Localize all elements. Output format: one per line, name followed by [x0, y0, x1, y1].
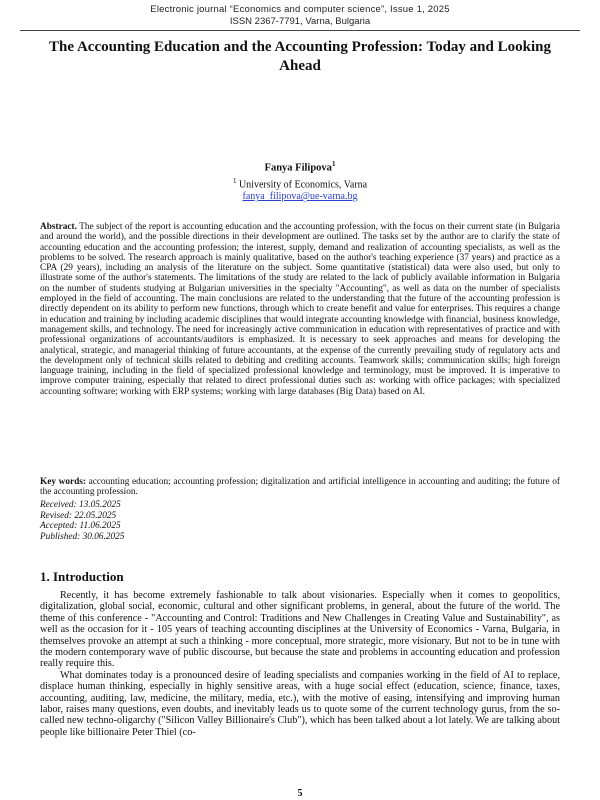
issn-line: ISSN 2367-7791, Varna, Bulgaria: [229, 16, 371, 27]
author: [0, 160, 600, 174]
keywords-label: Key words:: [40, 477, 86, 487]
header-rule: [20, 30, 580, 31]
affiliation: [0, 175, 600, 203]
author-sup: 1: [331, 160, 336, 168]
affiliation-text: University of Economics, Varna: [236, 179, 368, 191]
keywords: [40, 477, 560, 498]
keywords-text: accounting education; accounting profession; digitalization and artificial intelligence in accounting and auditing; the future of the accounting profession.: [40, 477, 560, 498]
introduction-body: [40, 590, 560, 738]
section-heading: 1. Introduction: [40, 569, 124, 584]
date-revised: Revised: 22.05.2025: [40, 510, 117, 521]
journal-line: Electronic journal “Economics and computer science”, Issue 1, 2025: [150, 4, 450, 15]
running-header: [0, 4, 600, 28]
article-dates: [40, 500, 124, 542]
author-email-link[interactable]: fanya_filipova@ue-varna.bg: [242, 191, 358, 203]
abstract-label: Abstract.: [40, 222, 77, 232]
date-published: Published: 30.06.2025: [40, 531, 125, 542]
paragraph: Recently, it has become extremely fashionable to talk about visionaries. Especially when it comes to geopolitics, digitalization, global social, economic, cultural and other significant problems, in general, about the future of the world. The theme of this conference - "Accounting and Control: Traditions and New Challenges in Creating Value and Sustainability", as well as the occasion for it - 105 years of teaching accounting disciplines at the University of Economics - Varna, Bulgaria, in themselves provoke an attempt at such a thinking - more conceptual, more strategic, more visionary. But not to be in tune with the modern contemporary wave of public discourse, but because the state and problems in accounting education and profession really require this.: [40, 590, 560, 670]
page-number: 5: [297, 788, 303, 799]
author-name: Fanya Filipova: [264, 162, 332, 174]
affiliation-sup: 1: [232, 177, 237, 185]
abstract-text: The subject of the report is accounting education and the accounting profession, with the focus on their current state (in Bulgaria and around the world), and the possible directions in their development are outlined. The tasks set by the author are to clarify the state of accounting education and the accounting profession; the interest, supply, demand and realization of accounting specialists, as well as the problems to be solved. The research approach is mainly qualitative, based on the author's teaching experience (37 years) and practice as a CPA (29 years), including an analysis of the literature on the subject. Some quantitative (statistical) data were also used, but only to illustrate some of the author's statements. The limitations of the study are related to the lack of publicly available information in Bulgaria on the number of students studying at Bulgarian universities in the specialty "Accounting", as well as data on the number of specialists employed in the field of accounting. The main conclusions are related to the understanding that the future of the accounting profession is directly dependent on its ability to perform new functions, through which to create benefit and value for enterprises. This requires a change in education and training by including academic disciplines that would integrate accounting knowledge with financial, business knowledge, management skills, and technology. The need for increasingly active communication in education with representatives of practice and with professional organizations of accountants/auditors is emphasized. It is necessary to seek approaches and means for developing the analytical, strategic, and managerial thinking of future accountants, at the expense of the currently prevailing study of regulatory acts and the development only of technical skills related to debiting and crediting accounts. Teamwork skills; communication skills; high foreign language training, including in the field of specialized professional knowledge and terminology, must be improved. It is imperative to improve computer training, especially that related to direct professional duties such as: working with office packages; with specialized accounting software; working with ERP systems; working with large databases (Big Data) based on AI.: [40, 222, 560, 397]
paragraph: What dominates today is a pronounced desire of leading specialists and companies working in the field of AI to replace, displace human thinking, especially in highly sensitive areas, with a huge social effect (education, science, finance, taxes, accounting, auditing, law, medicine, the military, media, etc.), with the motive of easing, intensifying and improving human labor, raises many questions, even doubts, and inevitably leads us to quote some of the current technology gurus, from the so-called new techno-oligarchy ("Silicon Valley Billionaire's Club"), which has been talked about a lot lately. We are talking about people like billionaire Peter Thiel (co-: [40, 669, 560, 738]
abstract: [40, 222, 560, 397]
paper-title: The Accounting Education and the Accounting Profession: Today and Looking Ahead: [49, 39, 551, 74]
date-accepted: Accepted: 11.06.2025: [40, 521, 121, 531]
date-received: Received: 13.05.2025: [40, 500, 121, 510]
